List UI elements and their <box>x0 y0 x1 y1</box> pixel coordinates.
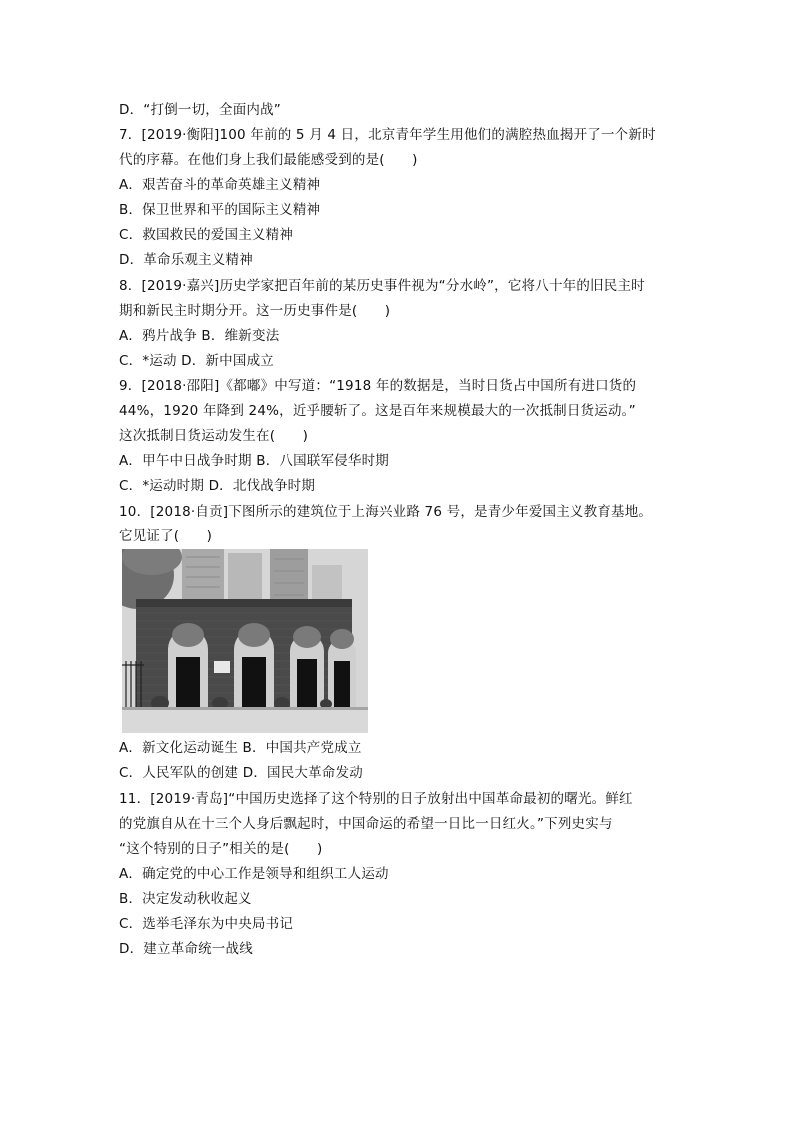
q11-stem-line-2: 的党旗自从在十三个人身后飘起时，中国命运的希望一日比一日红火。”下列史实与 <box>119 816 613 832</box>
q11-option-c: C．选举毛泽东为中央局书记 <box>119 916 294 932</box>
q7-stem-line-1: 7．[2019·衡阳]100 年前的 5 月 4 日，北京青年学生用他们的满腔热血揭开了一个新时 <box>119 127 656 143</box>
q7-option-c: C．救国救民的爱国主义精神 <box>119 227 294 243</box>
q10-options-ab: A．新文化运动诞生 B．中国共产党成立 <box>119 740 362 756</box>
q8-stem-line-2: 期和新民主时期分开。这一历史事件是( ) <box>119 303 391 319</box>
q8-stem-line-1: 8．[2019·嘉兴]历史学家把百年前的某历史事件视为“分水岭”，它将八十年的旧民主时 <box>119 278 645 294</box>
q9-stem-line-2: 44%，1920 年降到 24%，近乎腰斩了。这是百年来规模最大的一次抵制日货运动。” <box>119 403 636 419</box>
q9-stem-line-1: 9．[2018·邵阳]《都嘟》中写道：“1918 年的数据是，当时日货占中国所有进口货的 <box>119 378 637 394</box>
q7-stem-line-2: 代的序幕。在他们身上我们最能感受到的是( ) <box>119 152 418 168</box>
q7-option-d: D．革命乐观主义精神 <box>119 252 253 268</box>
q7-option-a: A．艰苦奋斗的革命英雄主义精神 <box>119 177 321 193</box>
q10-options-cd: C．人民军队的创建 D．国民大革命发动 <box>119 765 363 781</box>
q7-option-b: B．保卫世界和平的国际主义精神 <box>119 202 321 218</box>
q11-option-b: B．决定发动秋收起义 <box>119 891 252 907</box>
q11-option-a: A．确定党的中心工作是领导和组织工人运动 <box>119 866 389 882</box>
q9-options-ab: A．甲午中日战争时期 B．八国联军侵华时期 <box>119 453 389 469</box>
building-photo <box>122 549 368 733</box>
q11-stem-line-1: 11．[2019·青岛]“中国历史选择了这个特别的日子放射出中国革命最初的曙光。鲜红 <box>119 791 633 807</box>
q10-stem-line-2: 它见证了( ) <box>119 528 213 544</box>
q6-option-d: D．“打倒一切，全面内战” <box>119 102 281 118</box>
q8-options-ab: A．鸦片战争 B．维新变法 <box>119 328 280 344</box>
q8-options-cd: C．*运动 D．新中国成立 <box>119 353 274 369</box>
q10-stem-line-1: 10．[2018·自贡]下图所示的建筑位于上海兴业路 76 号，是青少年爱国主义教育基地。 <box>119 504 653 520</box>
q9-options-cd: C．*运动时期 D．北伐战争时期 <box>119 478 316 494</box>
q11-option-d: D．建立革命统一战线 <box>119 941 253 957</box>
q11-stem-line-3: “这个特别的日子”相关的是( ) <box>119 841 323 857</box>
q9-stem-line-3: 这次抵制日货运动发生在( ) <box>119 428 309 444</box>
